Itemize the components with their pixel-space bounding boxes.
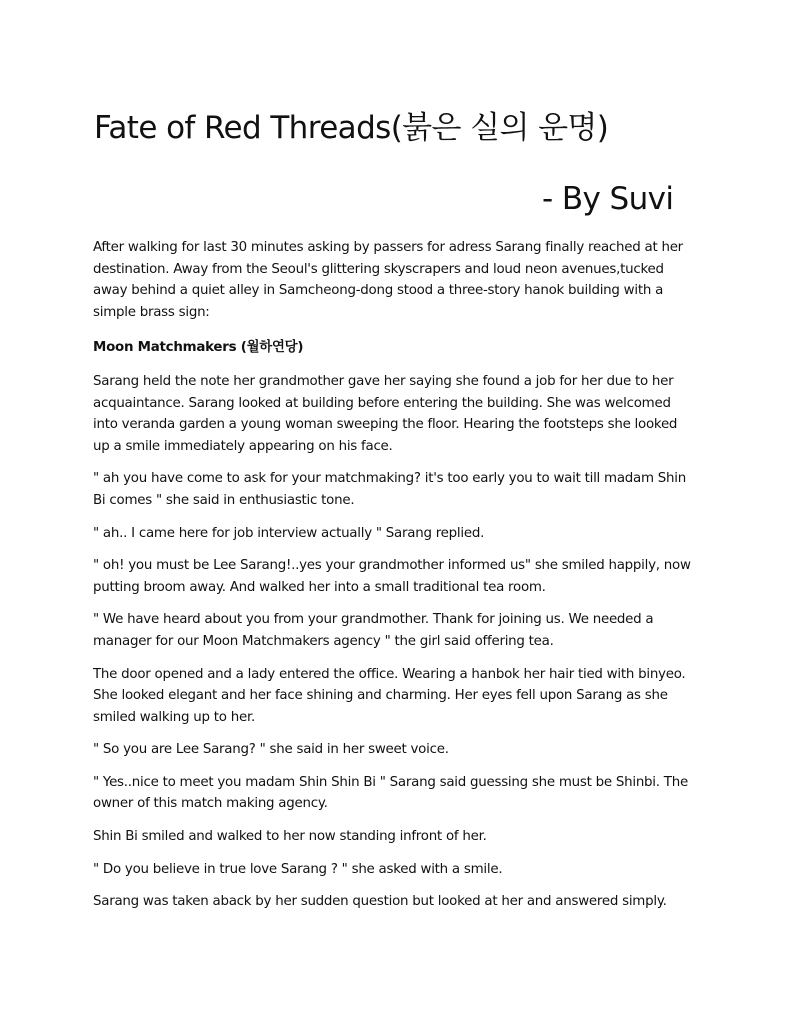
paragraph: The door opened and a lady entered the office. Wearing a hanbok her hair tied with binyeo. She looked elegant and her face shining and charming. Her eyes fell upon Sarang as she smiled walking up to her. [93,666,686,725]
document-title: Fate of Red Threads(붉은 실의 운명) [94,110,609,146]
paragraph: After walking for last 30 minutes asking by passers for adress Sarang finally reached at her destination. Away from the Seoul's glittering skyscrapers and loud neon avenues,tucked away behind a quiet alley in Samcheong-dong stood a three-story hanok building with a simple brass sign: [93,240,683,320]
paragraph: " Do you believe in true love Sarang ? " she asked with a smile. [93,861,503,877]
paragraph: " oh! you must be Lee Sarang!..yes your grandmother informed us" she smiled happily, now putting broom away. And walked her into a small traditional tea room. [93,558,691,595]
paragraph: " Yes..nice to meet you madam Shin Shin Bi " Sarang said guessing she must be Shinbi. The owner of this match making agency. [93,774,688,812]
paragraph: Shin Bi smiled and walked to her now standing infront of her. [93,829,487,845]
paragraph: " We have heard about you from your grandmother. Thank for joining us. We needed a manager for our Moon Matchmakers agency " the girl said offering tea. [93,612,654,649]
section-heading: Moon Matchmakers (월하연당) [93,340,304,356]
paragraph: Sarang was taken aback by her sudden question but looked at her and answered simply. [93,894,667,910]
paragraph: Sarang held the note her grandmother gave her saying she found a job for her due to her acquaintance. Sarang looked at building before entering the building. She was welcomed into veranda garden a young woman sweeping the floor. Hearing the footsteps she looked up a smile immediately appearing on his face. [93,373,678,454]
paragraph: " ah.. I came here for job interview actually " Sarang replied. [93,525,485,541]
author-line: - By Suvi [542,181,674,217]
paragraph: " ah you have come to ask for your matchmaking? it's too early you to wait till madam Shin Bi comes " she said in enthusiastic tone. [93,471,686,508]
story-body [93,237,697,924]
paragraph: " So you are Lee Sarang? " she said in her sweet voice. [93,742,449,758]
